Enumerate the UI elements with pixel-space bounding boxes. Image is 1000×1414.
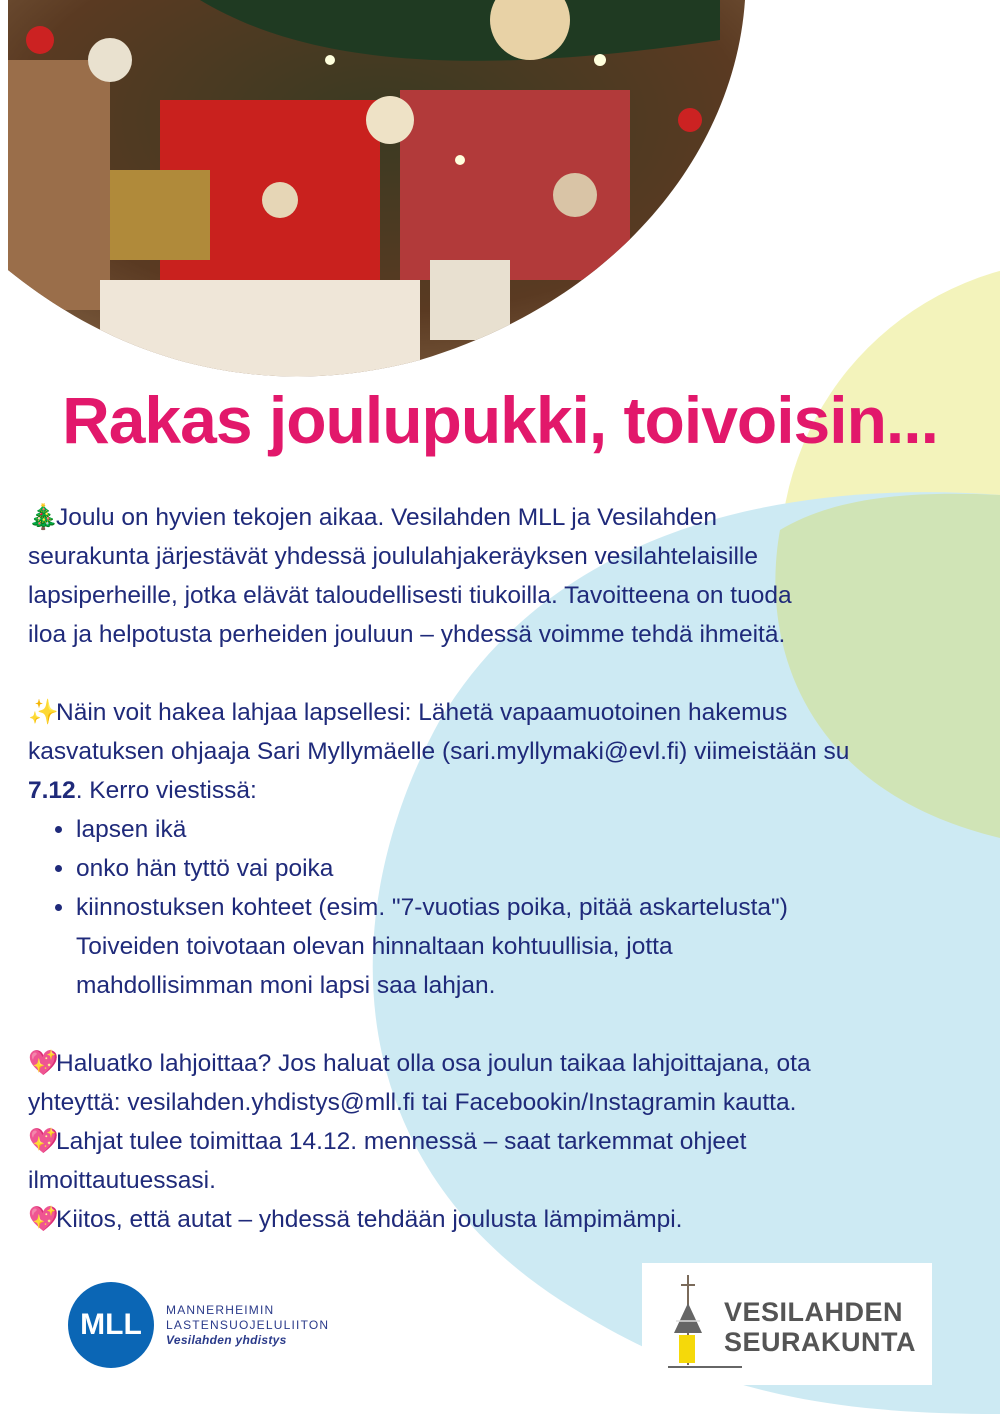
text-line: yhteyttä: vesilahden.yhdistys@mll.fi tai Facebookin/Instagramin kautta. [28, 1089, 797, 1116]
christmas-tree-icon: 🎄 [28, 504, 59, 531]
seurakunta-logo-text [724, 1297, 916, 1357]
deadline-date: 7.12 [28, 777, 76, 804]
text-line: Toiveiden toivotaan olevan hinnaltaan kohtuullisia, jotta [76, 933, 673, 960]
text-line: lapsiperheille, jotka elävät taloudellisesti tiukoilla. Tavoitteena on tuoda [28, 582, 792, 609]
info-list [28, 810, 849, 927]
mll-line: Vesilahden yhdistys [166, 1332, 287, 1347]
seurakunta-line: VESILAHDEN [724, 1297, 904, 1327]
list-item: • kiinnostuksen kohteet (esim. "7-vuotias poika, pitää askartelusta") [76, 888, 849, 927]
text-line: Kiitos, että autat – yhdessä tehdään joulusta lämpimämpi. [56, 1206, 683, 1233]
text-line: seurakunta järjestävät yhdessä joululahjakeräyksen vesilahtelaisille [28, 543, 758, 570]
sparkles-icon: ✨ [28, 699, 59, 726]
sparkling-heart-icon: 💖 [28, 1050, 59, 1077]
text-line: Haluatko lahjoittaa? Jos haluat olla osa joulun taikaa lahjoittajana, ota [56, 1050, 811, 1077]
mll-logo-text [166, 1303, 329, 1348]
seurakunta-logo [642, 1263, 932, 1385]
page-title: Rakas joulupukki, toivoisin... [62, 383, 938, 457]
donate-paragraph [28, 1044, 811, 1239]
sparkling-heart-icon: 💖 [28, 1128, 59, 1155]
text-line: kasvatuksen ohjaaja Sari Myllymäelle (sari.myllymaki@evl.fi) viimeistään su [28, 738, 850, 765]
list-item: • onko hän tyttö vai poika [76, 849, 849, 888]
text-line: iloa ja helpotusta perheiden jouluun – yhdessä voimme tehdä ihmeitä. [28, 621, 786, 648]
text-line: ilmoittautuessasi. [28, 1167, 216, 1194]
text-line: . Kerro viestissä: [75, 777, 257, 804]
mll-line: LASTENSUOJELULIITON [166, 1317, 330, 1332]
text-line: Näin voit hakea lahjaa lapsellesi: Lähetä vapaamuotoinen hakemus [56, 699, 788, 726]
text-line: mahdollisimman moni lapsi saa lahjan. [76, 972, 496, 999]
sparkling-heart-icon: 💖 [28, 1206, 59, 1233]
christmas-photo [0, 0, 760, 400]
seurakunta-line: SEURAKUNTA [724, 1327, 916, 1357]
text-line: Lahjat tulee toimittaa 14.12. mennessä – saat tarkemmat ohjeet [56, 1128, 747, 1155]
text-line: Joulu on hyvien tekojen aikaa. Vesilahden MLL ja Vesilahden [56, 504, 718, 531]
apply-paragraph [28, 693, 849, 1005]
list-item: • lapsen ikä [76, 810, 849, 849]
intro-paragraph [28, 498, 792, 654]
mll-logo [68, 1282, 329, 1368]
mll-line: MANNERHEIMIN [166, 1302, 275, 1317]
mll-logo-mark: MLL [68, 1282, 154, 1368]
